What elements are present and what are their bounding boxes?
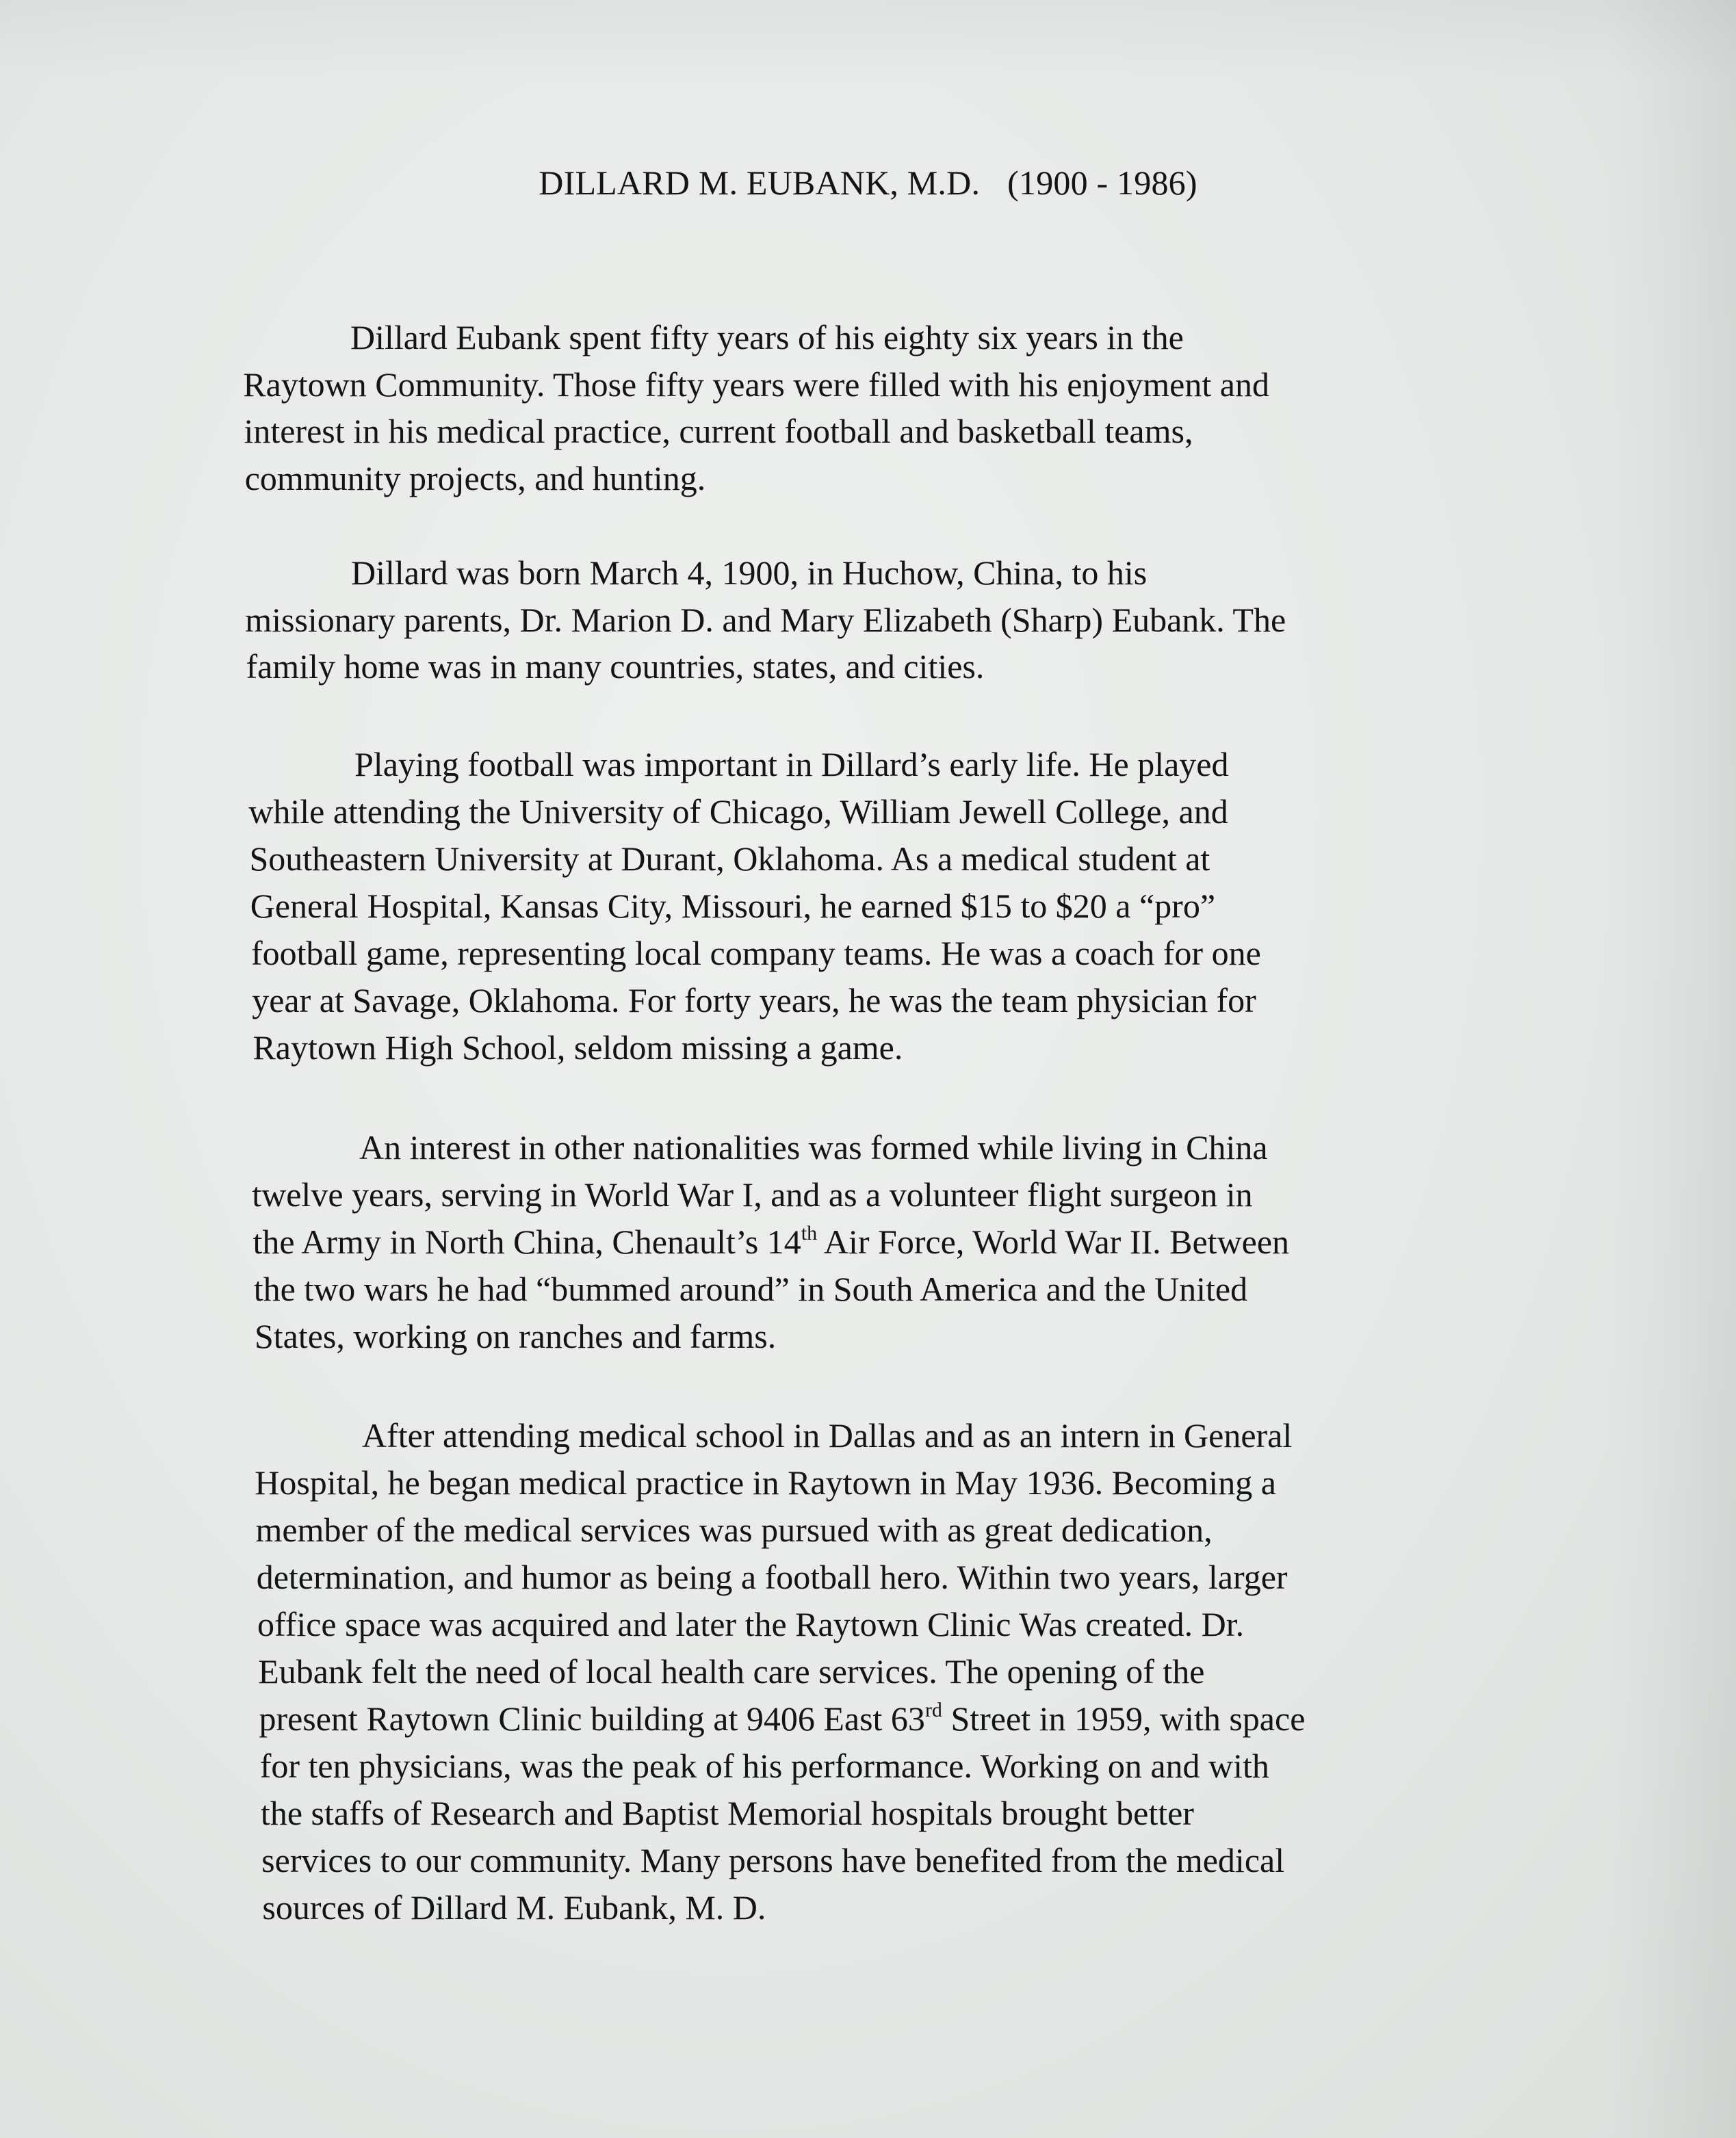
paragraph-5-line: After attending medical school in Dallas and as an intern in General — [362, 1416, 1293, 1455]
paragraph-4-line — [252, 1222, 1290, 1261]
paragraph-3-line: Playing football was important in Dillard’s early life. He played — [354, 745, 1229, 783]
paragraph-1-line: community projects, and hunting. — [244, 458, 706, 497]
paragraph-3-line: Southeastern University at Durant, Oklahoma. As a medical student at — [249, 839, 1210, 878]
paragraph-5-line: Hospital, he began medical practice in Raytown in May 1936. Becoming a — [255, 1463, 1276, 1502]
paragraph-5-line: for ten physicians, was the peak of his performance. Working on and with — [259, 1747, 1269, 1785]
paragraph-5-line: determination, and humor as being a football hero. Within two years, larger — [256, 1558, 1288, 1596]
paragraph-5-line — [259, 1699, 1306, 1738]
paragraph-4-line: twelve years, serving in World War I, and as a volunteer flight surgeon in — [252, 1175, 1253, 1214]
ordinal-superscript: th — [801, 1222, 818, 1245]
title-name: DILLARD M. EUBANK, M.D. — [539, 164, 981, 202]
paragraph-5-line: office space was acquired and later the Raytown Clinic Was created. Dr. — [257, 1605, 1245, 1643]
paragraph-3-line: Raytown High School, seldom missing a game. — [252, 1028, 903, 1067]
paragraph-5-line: Eubank felt the need of local health care services. The opening of the — [258, 1652, 1205, 1691]
ordinal-superscript: rd — [924, 1699, 942, 1722]
paragraph-5-line: services to our community. Many persons have benefited from the medical — [261, 1841, 1285, 1879]
paragraph-5-line: member of the medical services was pursued with as great dedication, — [255, 1511, 1213, 1549]
paragraph-3-line: football game, representing local company teams. He was a coach for one — [250, 934, 1261, 972]
document-title — [0, 163, 1736, 203]
paragraph-3-line: while attending the University of Chicago, William Jewell College, and — [248, 792, 1228, 831]
title-years: (1900 - 1986) — [1007, 164, 1197, 202]
paragraph-1-line: interest in his medical practice, current football and basketball teams, — [244, 412, 1193, 450]
paragraph-4-line: An interest in other nationalities was formed while living in China — [359, 1128, 1268, 1166]
paragraph-4-line: the two wars he had “bummed around” in South America and the United — [253, 1270, 1248, 1308]
paragraph-1-line: Raytown Community. Those fifty years were filled with his enjoyment and — [243, 365, 1269, 404]
paragraph-3-line: year at Savage, Oklahoma. For forty years, he was the team physician for — [252, 981, 1256, 1019]
paragraph-5-line: sources of Dillard M. Eubank, M. D. — [262, 1888, 766, 1927]
line-text: the Army in North China, Chenault’s 14 — [252, 1223, 801, 1261]
paragraph-4-line: States, working on ranches and farms. — [254, 1317, 777, 1355]
line-text: Street in 1959, with space — [942, 1699, 1306, 1738]
paragraph-2-line: family home was in many countries, states, and cities. — [246, 647, 985, 686]
paragraph-1-line: Dillard Eubank spent fifty years of his eighty six years in the — [350, 318, 1184, 356]
paragraph-5-line: the staffs of Research and Baptist Memorial hospitals brought better — [260, 1794, 1194, 1832]
line-text: Air Force, World War II. Between — [817, 1223, 1290, 1261]
paragraph-3-line: General Hospital, Kansas City, Missouri, he earned $15 to $20 a “pro” — [250, 887, 1216, 925]
line-text: present Raytown Clinic building at 9406 East 63 — [259, 1699, 925, 1738]
paragraph-2-line: Dillard was born March 4, 1900, in Huchow, China, to his — [351, 553, 1148, 592]
paragraph-2-line: missionary parents, Dr. Marion D. and Mary Elizabeth (Sharp) Eubank. The — [245, 600, 1286, 639]
